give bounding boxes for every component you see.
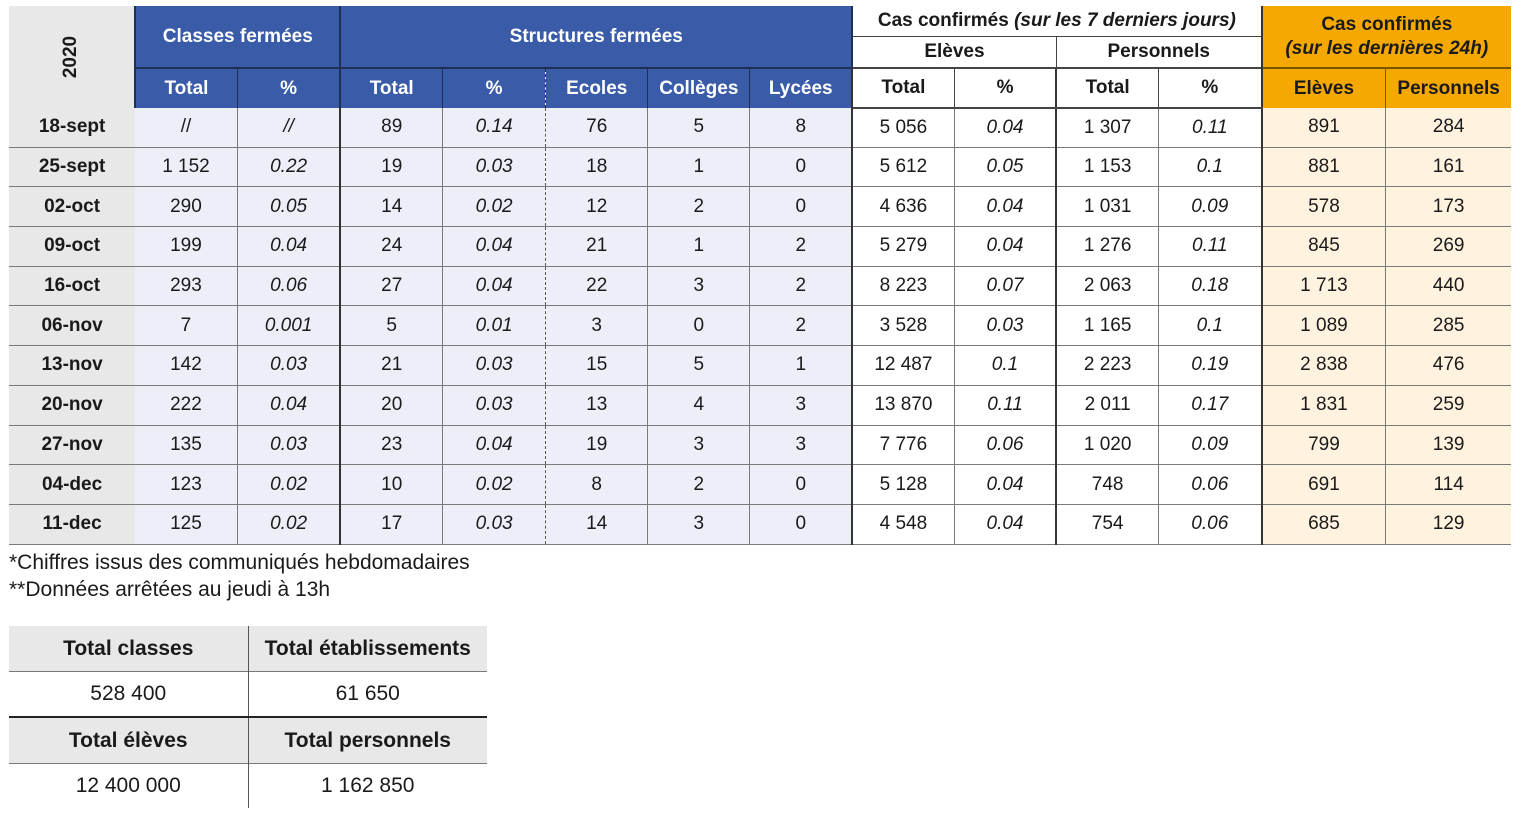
cell-h24-el: 1 713	[1262, 266, 1386, 306]
cell-lycees: 0	[750, 147, 852, 187]
cas-7-jours-header: Cas confirmés (sur les 7 derniers jours)	[852, 6, 1262, 37]
cell-cls-pct: 0.04	[237, 227, 340, 267]
cell-colleges: 2	[648, 187, 750, 227]
cell-lycees: 2	[750, 306, 852, 346]
cell-colleges: 1	[648, 147, 750, 187]
cell-cls-total: 142	[135, 346, 237, 386]
cell-st-pct: 0.03	[443, 385, 546, 425]
cell-date: 04-dec	[9, 465, 135, 505]
cell-cls-pct: 0.22	[237, 147, 340, 187]
cell-ecoles: 8	[546, 465, 648, 505]
cell-st-total: 20	[340, 385, 442, 425]
cell-st-pct: 0.04	[443, 425, 546, 465]
cell-date: 25-sept	[9, 147, 135, 187]
cell-ecoles: 15	[546, 346, 648, 386]
cell-el-pct: 0.1	[954, 346, 1056, 386]
cell-ecoles: 13	[546, 385, 648, 425]
table-row	[9, 187, 1511, 227]
cell-h24-el: 881	[1262, 147, 1386, 187]
cell-el-pct: 0.03	[954, 306, 1056, 346]
cell-cls-total: 135	[135, 425, 237, 465]
cell-el-total: 5 128	[852, 465, 954, 505]
col-pers-total: Total	[1056, 68, 1158, 108]
col-eleves-total: Total	[852, 68, 954, 108]
col-struct-total: Total	[340, 68, 442, 108]
cell-h24-pers: 269	[1386, 227, 1511, 267]
cell-ecoles: 12	[546, 187, 648, 227]
cell-st-pct: 0.02	[443, 465, 546, 505]
year-label: 2020	[60, 35, 82, 79]
cell-cls-pct: 0.001	[237, 306, 340, 346]
cell-h24-el: 799	[1262, 425, 1386, 465]
cell-h24-el: 891	[1262, 108, 1386, 147]
table-row	[9, 425, 1511, 465]
year-header	[9, 6, 135, 108]
cell-ecoles: 14	[546, 504, 648, 544]
col-colleges: Collèges	[648, 68, 750, 108]
cell-colleges: 0	[648, 306, 750, 346]
cell-date: 11-dec	[9, 504, 135, 544]
cell-cls-total: 1 152	[135, 147, 237, 187]
cell-h24-pers: 114	[1386, 465, 1511, 505]
cell-pers-total: 2 063	[1056, 266, 1158, 306]
cell-el-total: 5 279	[852, 227, 954, 267]
cell-h24-pers: 173	[1386, 187, 1511, 227]
col-lycees: Lycées	[750, 68, 852, 108]
cell-lycees: 1	[750, 346, 852, 386]
col-classes-pct: %	[237, 68, 340, 108]
table-row	[9, 465, 1511, 505]
cell-pers-total: 1 020	[1056, 425, 1158, 465]
cell-el-total: 4 636	[852, 187, 954, 227]
cell-st-total: 24	[340, 227, 442, 267]
cell-lycees: 0	[750, 465, 852, 505]
total-classes-value: 528 400	[9, 672, 248, 718]
cell-el-total: 12 487	[852, 346, 954, 386]
cell-colleges: 4	[648, 385, 750, 425]
cell-cls-total: 290	[135, 187, 237, 227]
cell-st-pct: 0.14	[443, 108, 546, 147]
cell-h24-el: 1 089	[1262, 306, 1386, 346]
cell-ecoles: 18	[546, 147, 648, 187]
cell-el-total: 4 548	[852, 504, 954, 544]
total-eleves-label: Total élèves	[9, 717, 248, 764]
col-24h-eleves: Elèves	[1262, 68, 1386, 108]
cell-st-total: 27	[340, 266, 442, 306]
cell-date: 02-oct	[9, 187, 135, 227]
cell-st-pct: 0.03	[443, 147, 546, 187]
cas-7-personnels-header: Personnels	[1056, 37, 1261, 69]
cell-h24-el: 691	[1262, 465, 1386, 505]
cell-cls-total: 123	[135, 465, 237, 505]
cell-h24-pers: 129	[1386, 504, 1511, 544]
cell-st-pct: 0.02	[443, 187, 546, 227]
cell-pers-pct: 0.1	[1158, 147, 1261, 187]
cell-cls-pct: 0.03	[237, 346, 340, 386]
cell-st-pct: 0.04	[443, 266, 546, 306]
cell-st-pct: 0.04	[443, 227, 546, 267]
cell-pers-pct: 0.18	[1158, 266, 1261, 306]
table-row	[9, 227, 1511, 267]
cell-el-total: 5 056	[852, 108, 954, 147]
cell-ecoles: 22	[546, 266, 648, 306]
cell-date: 27-nov	[9, 425, 135, 465]
cell-st-pct: 0.03	[443, 504, 546, 544]
cell-cls-pct: 0.06	[237, 266, 340, 306]
cell-st-pct: 0.01	[443, 306, 546, 346]
cell-h24-pers: 284	[1386, 108, 1511, 147]
cell-pers-total: 1 276	[1056, 227, 1158, 267]
cell-lycees: 8	[750, 108, 852, 147]
structures-fermees-header: Structures fermées	[340, 6, 852, 68]
cell-ecoles: 21	[546, 227, 648, 267]
cell-pers-pct: 0.06	[1158, 465, 1261, 505]
cell-pers-total: 1 153	[1056, 147, 1158, 187]
cell-h24-pers: 285	[1386, 306, 1511, 346]
cell-el-total: 8 223	[852, 266, 954, 306]
cell-el-pct: 0.04	[954, 465, 1056, 505]
cell-colleges: 5	[648, 346, 750, 386]
cell-h24-pers: 440	[1386, 266, 1511, 306]
cell-el-pct: 0.04	[954, 227, 1056, 267]
cell-h24-el: 2 838	[1262, 346, 1386, 386]
col-pers-pct: %	[1158, 68, 1261, 108]
cell-lycees: 3	[750, 385, 852, 425]
table-body	[9, 108, 1511, 544]
cell-st-total: 5	[340, 306, 442, 346]
cell-lycees: 0	[750, 187, 852, 227]
cell-st-total: 19	[340, 147, 442, 187]
table-row	[9, 266, 1511, 306]
cell-cls-total: 7	[135, 306, 237, 346]
table-row	[9, 346, 1511, 386]
cell-cls-total: 199	[135, 227, 237, 267]
cell-h24-el: 1 831	[1262, 385, 1386, 425]
cell-el-total: 5 612	[852, 147, 954, 187]
cell-date: 06-nov	[9, 306, 135, 346]
cell-cls-pct: 0.04	[237, 385, 340, 425]
cell-el-pct: 0.05	[954, 147, 1056, 187]
cell-pers-pct: 0.11	[1158, 227, 1261, 267]
cell-lycees: 3	[750, 425, 852, 465]
weekly-closures-table	[9, 6, 1511, 545]
cell-date: 20-nov	[9, 385, 135, 425]
totals-table	[9, 626, 487, 808]
cell-cls-pct: 0.02	[237, 465, 340, 505]
table-row	[9, 306, 1511, 346]
col-24h-personnels: Personnels	[1386, 68, 1511, 108]
cell-colleges: 3	[648, 266, 750, 306]
table-row	[9, 108, 1511, 147]
cell-h24-el: 578	[1262, 187, 1386, 227]
cell-colleges: 3	[648, 504, 750, 544]
cell-pers-total: 754	[1056, 504, 1158, 544]
cell-pers-pct: 0.17	[1158, 385, 1261, 425]
cell-cls-pct: 0.05	[237, 187, 340, 227]
cell-el-pct: 0.07	[954, 266, 1056, 306]
cell-el-pct: 0.04	[954, 108, 1056, 147]
cell-colleges: 3	[648, 425, 750, 465]
cell-pers-total: 1 031	[1056, 187, 1158, 227]
total-personnels-label: Total personnels	[248, 717, 487, 764]
cell-cls-pct: //	[237, 108, 340, 147]
cell-h24-pers: 161	[1386, 147, 1511, 187]
col-struct-pct: %	[443, 68, 546, 108]
cell-pers-pct: 0.19	[1158, 346, 1261, 386]
cell-st-total: 14	[340, 187, 442, 227]
cell-cls-total: //	[135, 108, 237, 147]
cell-cls-pct: 0.03	[237, 425, 340, 465]
cell-date: 16-oct	[9, 266, 135, 306]
cell-el-total: 13 870	[852, 385, 954, 425]
cell-ecoles: 76	[546, 108, 648, 147]
cell-pers-pct: 0.09	[1158, 425, 1261, 465]
cell-el-pct: 0.11	[954, 385, 1056, 425]
total-etablissements-label: Total établissements	[248, 626, 487, 672]
cell-lycees: 2	[750, 227, 852, 267]
cell-date: 13-nov	[9, 346, 135, 386]
cell-el-pct: 0.04	[954, 504, 1056, 544]
cell-h24-el: 685	[1262, 504, 1386, 544]
cell-pers-pct: 0.11	[1158, 108, 1261, 147]
cell-st-total: 23	[340, 425, 442, 465]
col-classes-total: Total	[135, 68, 237, 108]
cell-pers-pct: 0.09	[1158, 187, 1261, 227]
cell-st-total: 17	[340, 504, 442, 544]
cell-h24-pers: 259	[1386, 385, 1511, 425]
cell-colleges: 2	[648, 465, 750, 505]
cell-date: 18-sept	[9, 108, 135, 147]
cell-cls-total: 125	[135, 504, 237, 544]
cas-7-eleves-header: Elèves	[852, 37, 1056, 69]
cell-st-pct: 0.03	[443, 346, 546, 386]
cell-st-total: 89	[340, 108, 442, 147]
footnote-source: *Chiffres issus des communiqués hebdomadaires	[9, 551, 470, 574]
cell-cls-total: 293	[135, 266, 237, 306]
cell-pers-total: 2 011	[1056, 385, 1158, 425]
cell-el-total: 7 776	[852, 425, 954, 465]
total-classes-label: Total classes	[9, 626, 248, 672]
classes-fermees-header: Classes fermées	[135, 6, 340, 68]
cell-el-total: 3 528	[852, 306, 954, 346]
cell-cls-total: 222	[135, 385, 237, 425]
cell-lycees: 0	[750, 504, 852, 544]
cell-el-pct: 0.04	[954, 187, 1056, 227]
cell-pers-total: 748	[1056, 465, 1158, 505]
cell-h24-el: 845	[1262, 227, 1386, 267]
total-personnels-value: 1 162 850	[248, 764, 487, 809]
cell-st-total: 21	[340, 346, 442, 386]
cell-pers-pct: 0.1	[1158, 306, 1261, 346]
cell-cls-pct: 0.02	[237, 504, 340, 544]
table-row	[9, 385, 1511, 425]
cell-el-pct: 0.06	[954, 425, 1056, 465]
table-row	[9, 504, 1511, 544]
col-eleves-pct: %	[954, 68, 1056, 108]
cas-24h-header: Cas confirmés (sur les dernières 24h)	[1262, 6, 1511, 68]
table-row	[9, 147, 1511, 187]
cell-h24-pers: 476	[1386, 346, 1511, 386]
cell-pers-total: 1 165	[1056, 306, 1158, 346]
total-etablissements-value: 61 650	[248, 672, 487, 718]
cell-pers-total: 2 223	[1056, 346, 1158, 386]
cell-ecoles: 19	[546, 425, 648, 465]
col-ecoles: Ecoles	[546, 68, 648, 108]
cell-lycees: 2	[750, 266, 852, 306]
cell-colleges: 1	[648, 227, 750, 267]
footnote-cutoff: **Données arrêtées au jeudi à 13h	[9, 578, 331, 601]
cell-h24-pers: 139	[1386, 425, 1511, 465]
cell-st-total: 10	[340, 465, 442, 505]
total-eleves-value: 12 400 000	[9, 764, 248, 809]
cell-ecoles: 3	[546, 306, 648, 346]
cell-colleges: 5	[648, 108, 750, 147]
cell-date: 09-oct	[9, 227, 135, 267]
cell-pers-pct: 0.06	[1158, 504, 1261, 544]
cell-pers-total: 1 307	[1056, 108, 1158, 147]
